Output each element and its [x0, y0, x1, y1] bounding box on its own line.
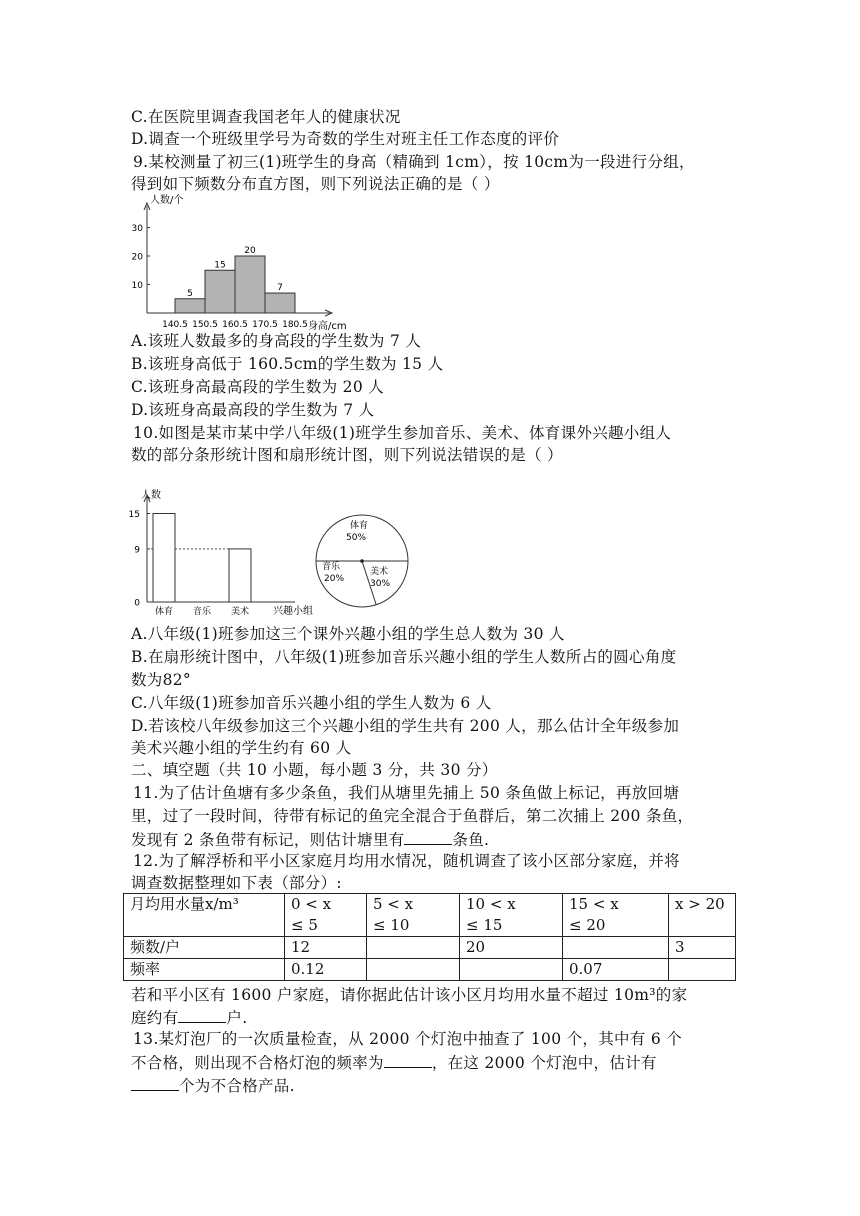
option-d-line: D.调查一个班级里学号为奇数的学生对班主任工作态度的评价 [131, 130, 560, 148]
q12-answer-blank[interactable] [178, 1006, 226, 1023]
y-tick-label: 10 [131, 281, 143, 291]
slice-percent: 20% [324, 574, 345, 584]
bar [153, 514, 175, 603]
x-tick-label: 170.5 [252, 320, 278, 330]
header-cell: x > 20 [675, 895, 725, 913]
question-12-text-2: 调查数据整理如下表（部分）: [131, 874, 342, 892]
q10-option-c: C.八年级(1)班参加音乐兴趣小组的学生人数为 6 人 [131, 694, 492, 712]
table-cell: 0.07 [563, 959, 669, 981]
y-tick-label: 15 [128, 510, 140, 520]
question-11-text-2: 里，过了一段时间，待带有标记的鱼完全混合于鱼群后，第二次捕上 200 条鱼， [131, 807, 694, 825]
q12-suffix: 户. [226, 1009, 248, 1027]
table-cell [460, 959, 563, 981]
bar-value-label: 7 [277, 283, 283, 294]
q11-answer-blank[interactable] [404, 828, 452, 845]
bar [229, 549, 251, 602]
y-tick-label: 0 [134, 598, 140, 609]
table-cell: 频率 [124, 959, 285, 981]
table-cell: 0.12 [285, 959, 367, 981]
header-cell-2: ≤ 20 [569, 916, 606, 934]
table-cell [563, 937, 669, 959]
question-12-text-4 [131, 1006, 247, 1029]
pie-center [360, 559, 364, 563]
q12-prefix: 庭约有 [131, 1009, 179, 1027]
question-9-text-2: 得到如下频数分布直方图，则下列说法正确的是（ ） [131, 175, 500, 193]
q9-option-d: D.该班身高最高段的学生数为 7 人 [131, 401, 375, 419]
category-label: 体育 [154, 607, 174, 617]
y-axis-label: 人数/个 [150, 195, 184, 206]
x-axis-label: 兴趣小组 [273, 606, 313, 617]
bar-value-label: 15 [214, 260, 226, 271]
q11-prefix: 发现有 2 条鱼带有标记，则估计塘里有 [131, 831, 405, 849]
q10-option-a: A.八年级(1)班参加这三个课外兴趣小组的学生总人数为 30 人 [131, 625, 565, 643]
q10-option-b: B.在扇形统计图中，八年级(1)班参加音乐兴趣小组的学生人数所占的圆心角度 [131, 648, 677, 666]
question-12-text-3: 若和平小区有 1600 户家庭，请你据此估计该小区月均用水量不超过 10m³的家 [131, 986, 688, 1004]
y-tick-label: 20 [131, 252, 143, 263]
header-cell-2: ≤ 15 [466, 916, 503, 934]
header-cell: 10 < x [466, 895, 516, 913]
pie-plot [316, 515, 408, 607]
histogram-bar [175, 299, 205, 313]
y-tick-label: 9 [134, 545, 140, 556]
q13-answer-blank-1[interactable] [384, 1051, 432, 1068]
x-tick-label: 140.5 [162, 320, 188, 330]
y-tick-label: 30 [131, 224, 143, 234]
header-cell: 5 < x [373, 895, 414, 913]
q9-option-b: B.该班身高低于 160.5cm的学生数为 15 人 [131, 355, 444, 373]
bar-value-label: 5 [187, 288, 193, 299]
interest-group-pie-chart [308, 514, 418, 612]
table-row-frequency-rate [124, 959, 736, 981]
header-cell-2: ≤ 5 [291, 916, 318, 934]
q13-middle: ，在这 2000 个灯泡中，估计有 [431, 1054, 657, 1072]
slice-percent: 50% [346, 533, 367, 543]
x-tick-label: 150.5 [192, 320, 218, 330]
bar-value-label: 20 [244, 246, 256, 256]
histogram-bar [235, 256, 265, 313]
header-cell-2: ≤ 10 [373, 916, 410, 934]
question-13-text-2 [131, 1051, 657, 1074]
y-axis-label: 人数 [141, 490, 161, 501]
histogram-plot [132, 193, 347, 332]
table-cell: 12 [285, 937, 367, 959]
interest-group-bar-chart [125, 487, 315, 621]
q9-option-a: A.该班人数最多的身高段的学生数为 7 人 [131, 332, 422, 350]
x-tick-label: 180.5 [282, 320, 308, 330]
table-row-frequency-count [124, 937, 736, 959]
category-label: 音乐 [192, 607, 212, 617]
table-cell: 3 [669, 937, 736, 959]
table-header-row [124, 894, 736, 937]
q10-option-d-2: 美术兴趣小组的学生约有 60 人 [131, 739, 352, 757]
q11-suffix: 条鱼. [452, 831, 490, 849]
q10-option-b-2: 数为82° [131, 671, 191, 689]
header-cell: 0 < x [291, 895, 332, 913]
q10-option-d: D.若该校八年级参加这三个兴趣小组的学生共有 200 人，那么估计全年级参加 [131, 717, 680, 735]
q9-option-c: C.该班身高最高段的学生数为 20 人 [131, 378, 385, 396]
question-11-text: 11.为了估计鱼塘有多少条鱼，我们从塘里先捕上 50 条鱼做上标记，再放回塘 [133, 784, 680, 802]
table-cell: 频数/户 [124, 937, 285, 959]
slice-label: 音乐 [322, 562, 341, 572]
table-cell [367, 959, 460, 981]
table-cell [669, 959, 736, 981]
slice-label: 美术 [370, 567, 389, 577]
table-cell: 20 [460, 937, 563, 959]
section-2-heading: 二、填空题（共 10 小题，每小题 3 分，共 30 分） [131, 761, 498, 779]
x-tick-label: 160.5 [222, 320, 248, 330]
bar-plot [129, 488, 313, 617]
category-label: 美术 [230, 607, 250, 617]
slice-label: 体育 [350, 521, 369, 531]
table-cell [367, 937, 460, 959]
histogram-bar [205, 270, 235, 313]
water-usage-table [123, 893, 736, 981]
question-13-text: 13.某灯泡厂的一次质量检查，从 2000 个灯泡中抽查了 100 个，其中有 6 个 [133, 1030, 683, 1048]
question-11-text-3 [131, 828, 489, 851]
histogram-bar [265, 293, 295, 313]
q13-prefix: 不合格，则出现不合格灯泡的频率为 [131, 1054, 384, 1072]
question-12-text: 12.为了解浮桥和平小区家庭月均用水情况，随机调查了该小区部分家庭，并将 [133, 852, 680, 870]
slice-percent: 30% [370, 579, 391, 589]
q13-answer-blank-2[interactable] [131, 1074, 179, 1091]
question-9-text: 9.某校测量了初三(1)班学生的身高（精确到 1cm），按 10cm为一段进行分组， [133, 153, 695, 171]
question-10-text: 10.如图是某市某中学八年级(1)班学生参加音乐、美术、体育课外兴趣小组人 [133, 424, 672, 442]
question-13-text-3 [131, 1074, 295, 1097]
option-c-line: C.在医院里调查我国老年人的健康状况 [131, 108, 401, 126]
height-histogram [125, 192, 365, 332]
question-10-text-2: 数的部分条形统计图和扇形统计图，则下列说法错误的是（ ） [131, 446, 563, 464]
x-axis-label: 身高/cm [308, 321, 347, 332]
header-cell: 15 < x [569, 895, 619, 913]
q13-suffix: 个为不合格产品. [179, 1077, 295, 1095]
header-cell: 月均用水量x/m³ [130, 895, 239, 913]
